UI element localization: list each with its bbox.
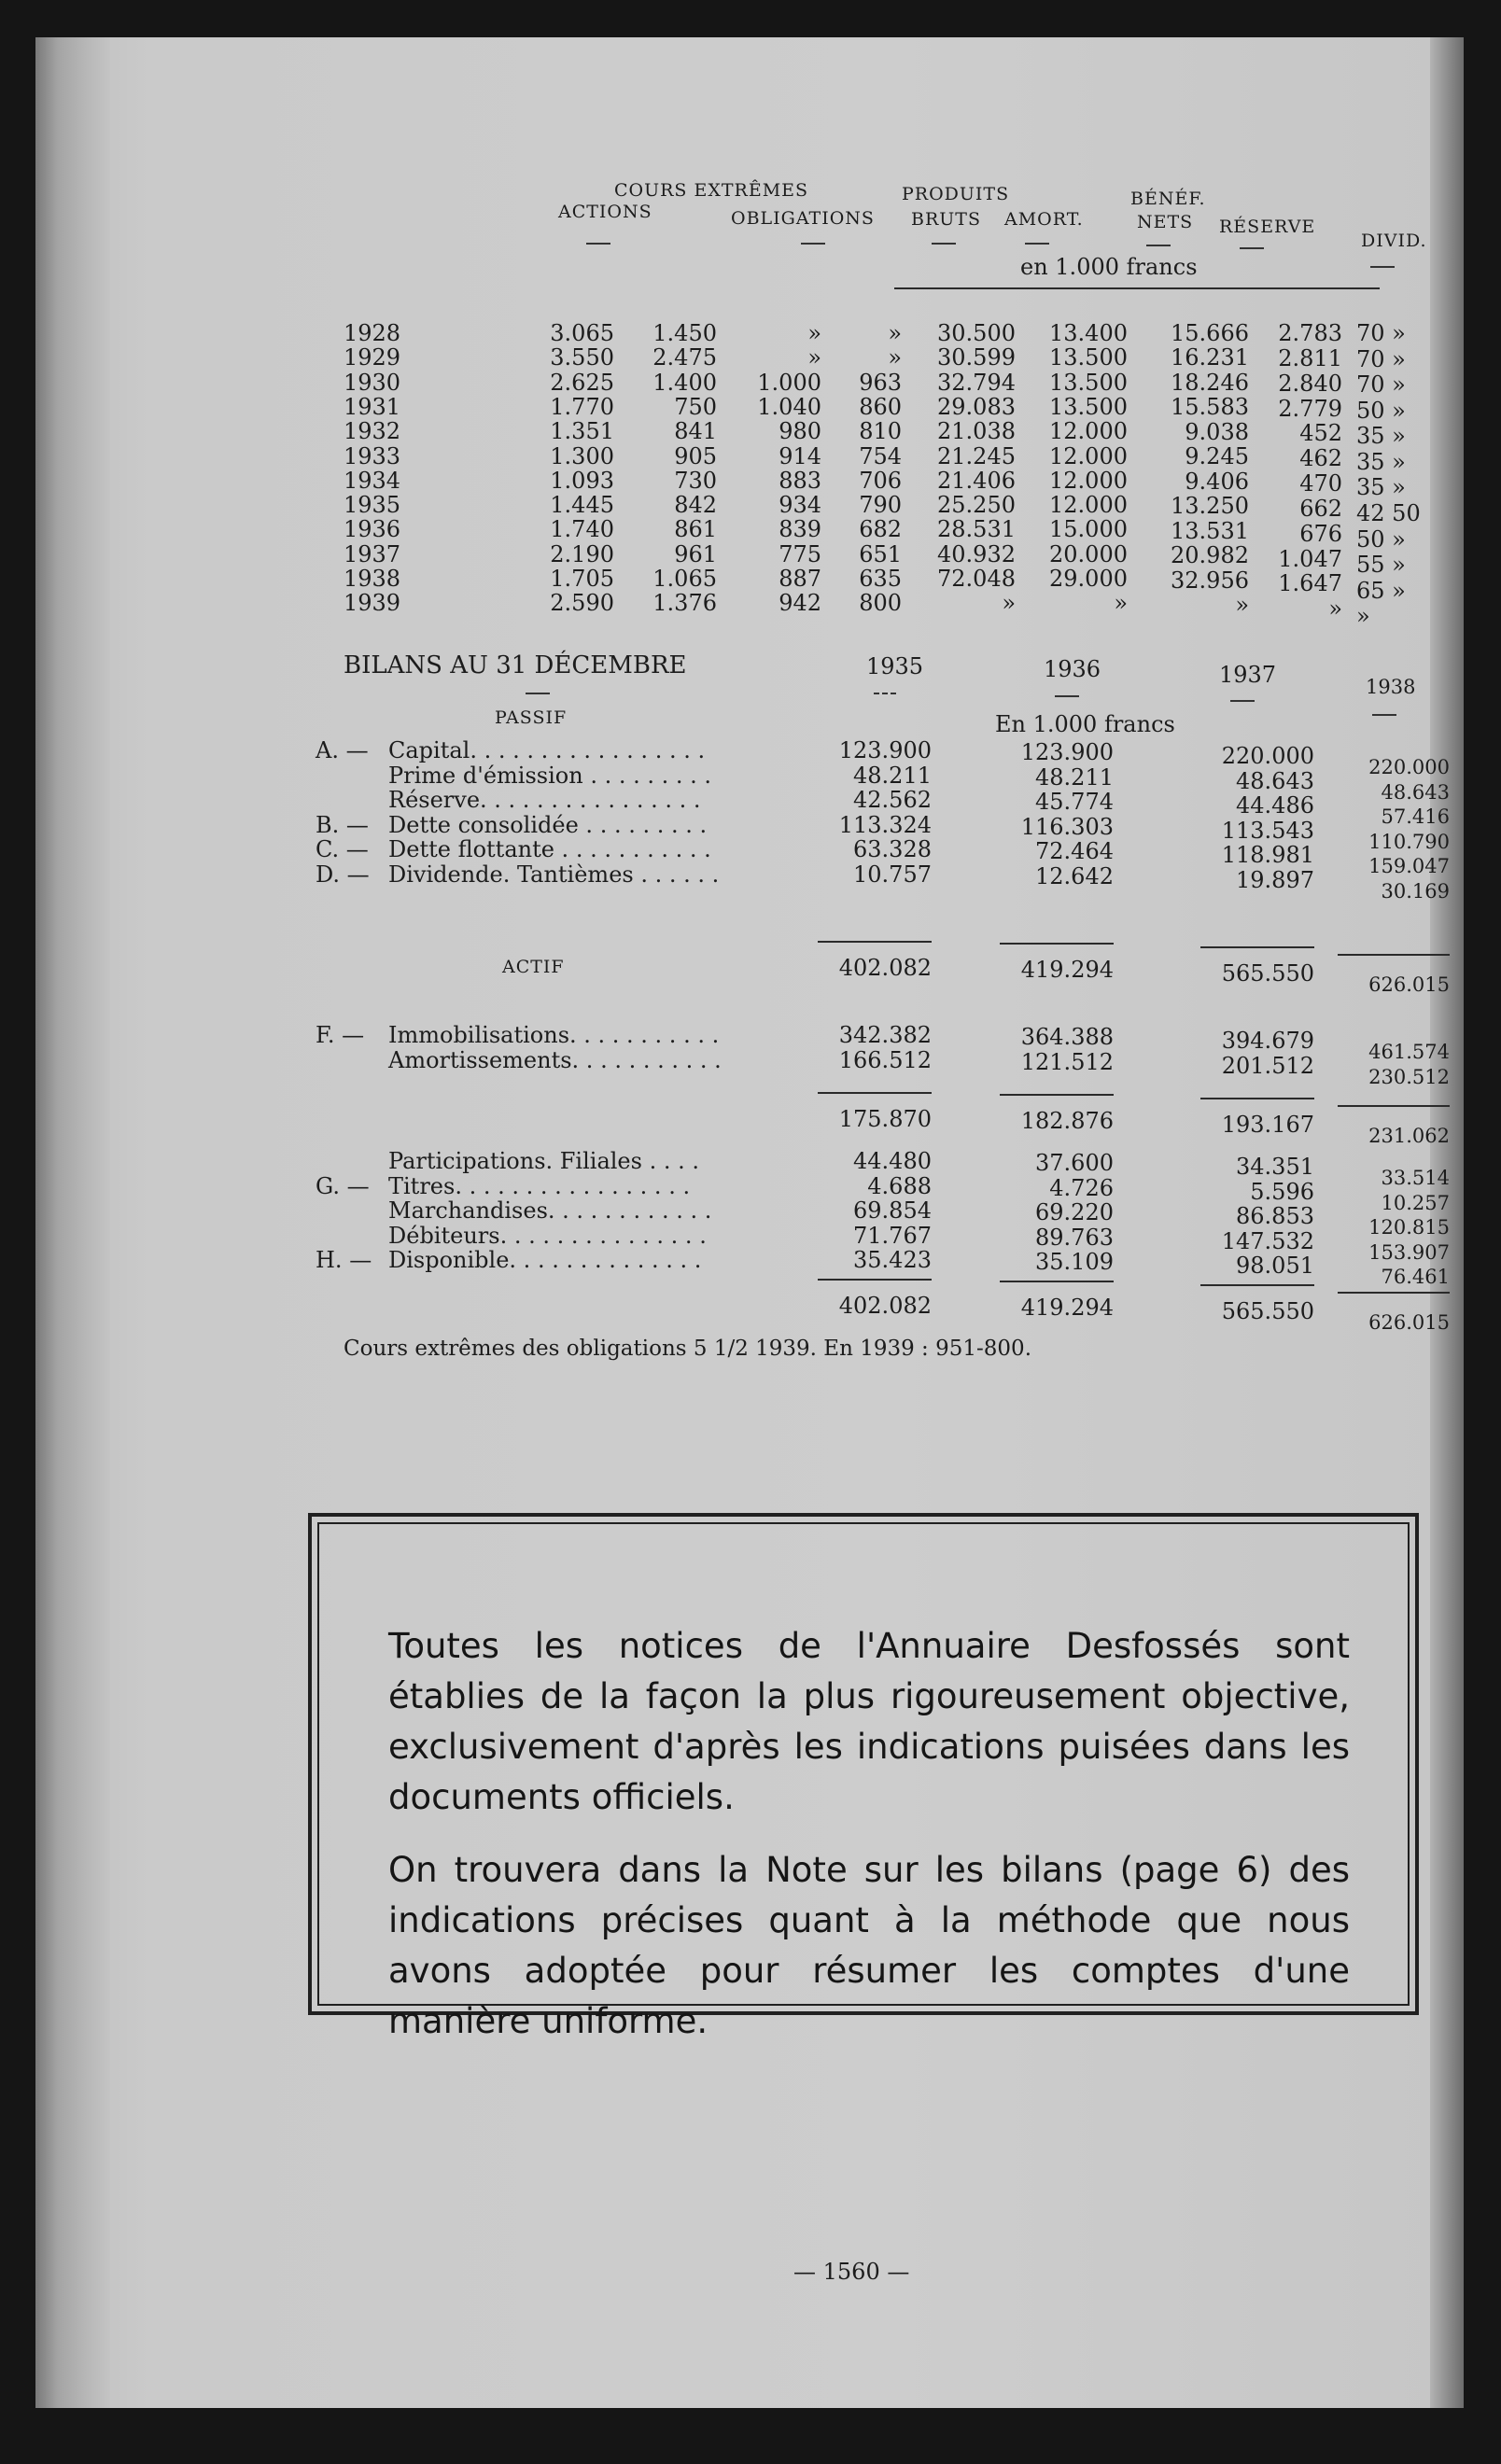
bilans-value: 4.726 [1049,1174,1114,1201]
bilans-row-prefix: G. — [316,1172,370,1199]
stats-cell-divid: 65 » [1356,577,1406,604]
bilans-value: 394.679 [1221,1028,1314,1054]
header-produits: PRODUITS [902,184,1010,204]
stats-cell-year: 1936 [344,516,401,543]
stats-cell-bruts: 21.038 [937,418,1016,445]
stats-cell-a2: 750 [674,393,717,420]
stats-cell-bruts: 30.599 [937,344,1016,371]
stats-cell-year: 1934 [344,467,401,494]
stats-cell-divid: 70 » [1356,345,1406,372]
stats-cell-o1: 887 [779,566,821,592]
stats-cell-o2: 706 [859,467,902,494]
unit-label: en 1.000 francs [1020,254,1198,280]
sum-rule [1338,954,1450,956]
stats-cell-amort: 12.000 [1049,442,1128,469]
stats-cell-reserve: 2.811 [1278,344,1342,371]
header-bruts: BRUTS [911,209,981,230]
bilans-value: 182.876 [1020,1108,1114,1134]
stats-cell-a1: 1.770 [550,393,614,420]
stats-cell-nets: 13.531 [1171,517,1249,544]
bilans-row-label: Prime d'émission . . . . . . . . . [388,762,712,789]
stats-cell-nets: 15.666 [1171,320,1249,346]
bilans-value: 123.900 [1020,739,1114,765]
bilans-value: 147.532 [1221,1227,1314,1254]
bilans-value: 121.512 [1020,1048,1114,1075]
bilans-value: 113.324 [838,811,932,838]
bilans-value: 402.082 [838,955,932,981]
stats-cell-o1: 914 [779,442,821,469]
bilans-value: 193.167 [1221,1112,1314,1138]
bilans-value: 118.981 [1221,842,1314,868]
stats-cell-bruts: 72.048 [937,566,1016,592]
bilans-row-label: Marchandises. . . . . . . . . . . . [388,1197,712,1224]
bilans-value: 33.514 [1381,1167,1450,1189]
sum-rule [1338,1292,1450,1294]
bilans-value: 63.328 [853,836,932,862]
stats-cell-o1: 883 [779,467,821,494]
header-nets: NETS [1137,212,1194,232]
bilans-value: 116.303 [1020,813,1114,840]
bilans-value: 37.600 [1035,1150,1114,1176]
stats-cell-o1: 1.000 [757,369,821,396]
stats-cell-bruts: 40.932 [937,540,1016,567]
bilans-row-label: Réserve. . . . . . . . . . . . . . . . [388,787,701,813]
bilans-row-label: Dette consolidée . . . . . . . . . [388,811,708,838]
stats-cell-a2: 2.475 [652,344,717,371]
stats-cell-o1: 839 [779,516,821,543]
bilans-value: 76.461 [1381,1266,1450,1288]
bilans-row-label: Participations. Filiales . . . . [388,1148,699,1174]
stats-cell-year: 1939 [344,590,401,617]
header-reserve: RÉSERVE [1219,217,1316,237]
bilans-value: 461.574 [1368,1041,1450,1063]
bilans-value: 89.763 [1035,1224,1114,1251]
stats-cell-o2: » [888,320,902,346]
bilans-value: 201.512 [1221,1052,1314,1079]
stats-cell-a2: 961 [674,540,717,567]
bilans-row-label: Dette flottante . . . . . . . . . . . [388,836,711,862]
bilans-value: 166.512 [838,1046,932,1073]
header-dash [1025,243,1049,245]
bilans-value: 626.015 [1368,973,1450,996]
bilans-value: 48.211 [853,762,932,789]
stats-cell-a2: 1.065 [652,566,717,592]
stats-cell-o1: 980 [779,418,821,445]
stats-cell-a1: 3.550 [550,344,614,371]
bilans-value: 12.642 [1035,862,1114,889]
stats-cell-bruts: 29.083 [937,393,1016,420]
stats-cell-reserve: 662 [1299,495,1342,522]
stats-cell-o2: 800 [859,590,902,617]
stats-cell-divid: 35 » [1356,448,1406,475]
sum-rule [1000,1094,1114,1096]
bilans-value: 231.062 [1368,1125,1450,1147]
bilans-row-prefix: F. — [316,1022,365,1048]
stats-cell-divid: 70 » [1356,320,1406,346]
sum-rule [818,1092,932,1094]
bilans-value: 5.596 [1250,1178,1314,1205]
page-number: — 1560 — [793,2259,910,2285]
bilans-row-prefix: H. — [316,1247,372,1273]
bilans-value: 402.082 [838,1293,932,1319]
stats-cell-o2: 810 [859,418,902,445]
header-divid: DIVID. [1361,231,1427,251]
sum-rule [1000,1281,1114,1282]
bilans-row-label: Dividende. Tantièmes . . . . . . [388,861,720,888]
bilans-value: 42.562 [853,787,932,813]
header-dash [1240,247,1264,249]
sum-rule [818,1279,932,1281]
stats-cell-amort: » [1114,590,1128,617]
stats-cell-reserve: 1.647 [1278,570,1342,597]
stats-cell-year: 1935 [344,492,401,519]
bilans-value: 159.047 [1368,855,1450,877]
bilans-value: 342.382 [838,1022,932,1048]
stats-cell-year: 1929 [344,344,401,371]
bilans-note: Cours extrêmes des obligations 5 1/2 1939. En 1939 : 951-800. [344,1337,1031,1361]
stats-cell-a1: 1.445 [550,492,614,519]
stats-cell-amort: 13.500 [1049,344,1128,371]
stats-cell-a1: 1.093 [550,467,614,494]
bilans-value: 44.480 [853,1148,932,1174]
stats-cell-divid: 42 50 [1356,500,1421,526]
bilans-value: 10.257 [1381,1191,1450,1214]
stats-cell-a2: 841 [674,418,717,445]
book-binding [35,37,110,2408]
bilans-value: 123.900 [838,737,932,763]
stats-cell-a2: 730 [674,467,717,494]
bilans-value: 364.388 [1020,1024,1114,1050]
stats-cell-divid: 35 » [1356,474,1406,501]
stats-cell-amort: 12.000 [1049,467,1128,494]
bilans-unit: En 1.000 francs [995,711,1175,737]
unit-brace-line [894,287,1380,289]
stats-cell-a2: 842 [674,492,717,519]
bilans-year-1938: 1938 [1366,676,1416,698]
stats-cell-o1: » [807,320,821,346]
sum-rule [1200,1284,1314,1286]
stats-cell-o1: » [807,344,821,371]
year-dash [874,693,896,694]
bilans-row-label: Disponible. . . . . . . . . . . . . . [388,1247,702,1273]
passif-label: PASSIF [495,707,568,728]
bilans-value: 419.294 [1020,957,1114,983]
bilans-value: 98.051 [1236,1253,1314,1279]
bilans-year-1937: 1937 [1219,662,1277,688]
stats-cell-o1: 942 [779,590,821,617]
sum-rule [1000,943,1114,945]
bilans-value: 72.464 [1035,838,1114,864]
header-amort: AMORT. [1004,209,1084,230]
stats-cell-nets: » [1235,592,1249,619]
stats-cell-a1: 1.300 [550,442,614,469]
bilans-value: 30.169 [1381,879,1450,903]
stats-cell-reserve: 1.047 [1278,545,1342,572]
header-dash [586,243,610,245]
stats-cell-o2: 963 [859,369,902,396]
stats-cell-nets: 16.231 [1171,344,1249,371]
header-obligations: OBLIGATIONS [731,208,875,229]
stats-cell-reserve: 470 [1299,470,1342,497]
stats-cell-reserve: 2.779 [1278,395,1342,422]
notice-paragraph-1: Toutes les notices de l'Annuaire Desfossés sont établies de la façon la plus rigoureusement objective, exclusivement d'après les indications puisées dans les documents officiels. [388,1626,1350,1817]
header-actions: ACTIONS [558,202,652,222]
bilans-value: 220.000 [1368,756,1450,778]
bilans-value: 4.688 [867,1172,932,1199]
stats-cell-nets: 18.246 [1171,369,1249,396]
stats-cell-amort: 20.000 [1049,540,1128,567]
bilans-title-dash [526,693,550,694]
bilans-value: 230.512 [1368,1065,1450,1088]
header-dash [1370,266,1395,268]
stats-cell-divid: 70 » [1356,371,1406,399]
stats-cell-nets: 15.583 [1171,394,1249,421]
stats-cell-a1: 2.190 [550,540,614,567]
stats-cell-bruts: 25.250 [937,492,1016,519]
stats-cell-o1: 1.040 [757,393,821,420]
stats-cell-year: 1938 [344,566,401,592]
stats-cell-nets: 20.982 [1171,542,1249,569]
bilans-row-label: Titres. . . . . . . . . . . . . . . . . [388,1172,691,1199]
stats-cell-bruts: 21.245 [937,442,1016,469]
stats-cell-a1: 1.740 [550,516,614,543]
header-cours-extremes: COURS EXTRÊMES [614,180,809,201]
bilans-row-prefix: C. — [316,836,369,862]
stats-cell-reserve: 2.840 [1278,370,1342,397]
sum-rule [818,941,932,943]
bilans-row-label: Amortissements. . . . . . . . . . . [388,1046,722,1073]
bilans-value: 19.897 [1236,866,1314,893]
stats-cell-bruts: 28.531 [937,516,1016,543]
stats-cell-a1: 2.590 [550,590,614,617]
bilans-value: 419.294 [1020,1295,1114,1321]
stats-cell-reserve: 676 [1299,520,1342,547]
bilans-value: 34.351 [1236,1154,1314,1180]
stats-cell-a1: 1.705 [550,566,614,592]
bilans-row-label: Immobilisations. . . . . . . . . . . [388,1022,720,1048]
stats-cell-o2: 682 [859,516,902,543]
stats-cell-a1: 1.351 [550,418,614,445]
stats-cell-amort: 15.000 [1049,516,1128,543]
stats-cell-divid: » [1356,603,1370,630]
stats-cell-amort: 13.400 [1049,320,1128,346]
stats-cell-o2: 860 [859,393,902,420]
bilans-value: 44.486 [1236,792,1314,819]
bilans-row-prefix: A. — [316,737,369,763]
bilans-value: 113.543 [1221,817,1314,844]
stats-cell-bruts: » [1002,590,1016,617]
bilans-value: 71.767 [853,1222,932,1249]
bilans-row-label: Capital. . . . . . . . . . . . . . . . . [388,737,706,763]
stats-cell-reserve: 452 [1299,420,1342,447]
sum-rule [1200,946,1314,948]
stats-cell-year: 1937 [344,540,401,567]
stats-cell-amort: 13.500 [1049,393,1128,420]
stats-cell-o2: » [888,344,902,371]
stats-cell-a2: 1.376 [652,590,717,617]
bilans-value: 69.220 [1035,1199,1114,1225]
stats-cell-year: 1933 [344,442,401,469]
bilans-value: 69.854 [853,1197,932,1224]
stats-cell-divid: 35 » [1356,423,1406,450]
stats-cell-year: 1930 [344,369,401,396]
header-dash [801,243,825,245]
stats-cell-nets: 9.038 [1185,418,1249,445]
stats-cell-divid: 55 » [1356,552,1406,579]
bilans-value: 10.757 [853,861,932,888]
sum-rule [1200,1098,1314,1099]
stats-cell-nets: 13.250 [1171,493,1249,520]
stats-cell-o2: 651 [859,540,902,567]
stats-cell-bruts: 30.500 [937,320,1016,346]
stats-cell-amort: 12.000 [1049,492,1128,519]
bilans-year-1935: 1935 [866,653,924,679]
bilans-value: 153.907 [1368,1240,1450,1264]
bilans-value: 565.550 [1221,960,1314,987]
notice-paragraph-2: On trouvera dans la Note sur les bilans (page 6) des indications précises quant à la méthode que nous avons adoptée pour résumer les comptes d'une manière uniforme. [388,1850,1350,2041]
bilans-value: 48.211 [1035,763,1114,791]
bilans-year-1936: 1936 [1044,656,1101,682]
stats-cell-a2: 1.400 [652,369,717,396]
bilans-value: 86.853 [1236,1203,1314,1229]
stats-cell-bruts: 21.406 [937,467,1016,494]
bilans-value: 35.109 [1035,1249,1114,1275]
stats-cell-reserve: 2.783 [1278,320,1342,346]
year-dash [1230,700,1255,702]
stats-cell-a1: 3.065 [550,320,614,346]
header-benef: BÉNÉF. [1130,189,1206,209]
bilans-row-prefix: D. — [316,861,370,888]
stats-cell-o2: 790 [859,492,902,519]
actif-label: ACTIF [502,957,565,977]
bilans-value: 565.550 [1221,1298,1314,1324]
stats-cell-amort: 13.500 [1049,369,1128,396]
bilans-row-prefix: B. — [316,811,369,838]
bilans-value: 175.870 [838,1106,932,1132]
stats-cell-nets: 9.245 [1185,443,1249,470]
stats-cell-nets: 32.956 [1171,567,1249,594]
bilans-row-label: Débiteurs. . . . . . . . . . . . . . . [388,1222,707,1249]
bilans-value: 626.015 [1368,1311,1450,1334]
stats-cell-bruts: 32.794 [937,369,1016,396]
bilans-value: 45.774 [1035,789,1114,815]
page [35,37,1464,2408]
bilans-title: BILANS AU 31 DÉCEMBRE [344,651,687,679]
stats-cell-a2: 905 [674,442,717,469]
stats-cell-divid: 50 » [1356,397,1406,424]
bilans-value: 110.790 [1368,830,1450,853]
stats-cell-year: 1928 [344,320,401,346]
stats-cell-a1: 2.625 [550,369,614,396]
year-dash [1372,714,1396,716]
bilans-value: 57.416 [1381,805,1450,828]
stats-cell-year: 1931 [344,393,401,420]
year-dash [1055,695,1079,697]
stats-cell-amort: 12.000 [1049,418,1128,445]
bilans-value: 120.815 [1368,1216,1450,1239]
stats-cell-o2: 635 [859,566,902,592]
bilans-value: 48.643 [1236,767,1314,794]
bilans-value: 220.000 [1221,743,1314,769]
stats-cell-nets: 9.406 [1185,468,1249,495]
bilans-value: 48.643 [1381,780,1450,804]
header-dash [1146,245,1171,246]
stats-cell-year: 1932 [344,418,401,445]
stats-cell-o1: 934 [779,492,821,519]
sum-rule [1338,1105,1450,1107]
stats-cell-a2: 1.450 [652,320,717,346]
stats-cell-reserve: 462 [1299,445,1342,472]
notice-box [308,1513,1419,2041]
bilans-value: 35.423 [853,1247,932,1273]
stats-cell-divid: 50 » [1356,525,1406,553]
stats-cell-o1: 775 [779,540,821,567]
stats-cell-o2: 754 [859,442,902,469]
header-dash [932,243,956,245]
stats-cell-a2: 861 [674,516,717,543]
stats-cell-amort: 29.000 [1049,566,1128,592]
stats-cell-reserve: » [1328,595,1342,623]
